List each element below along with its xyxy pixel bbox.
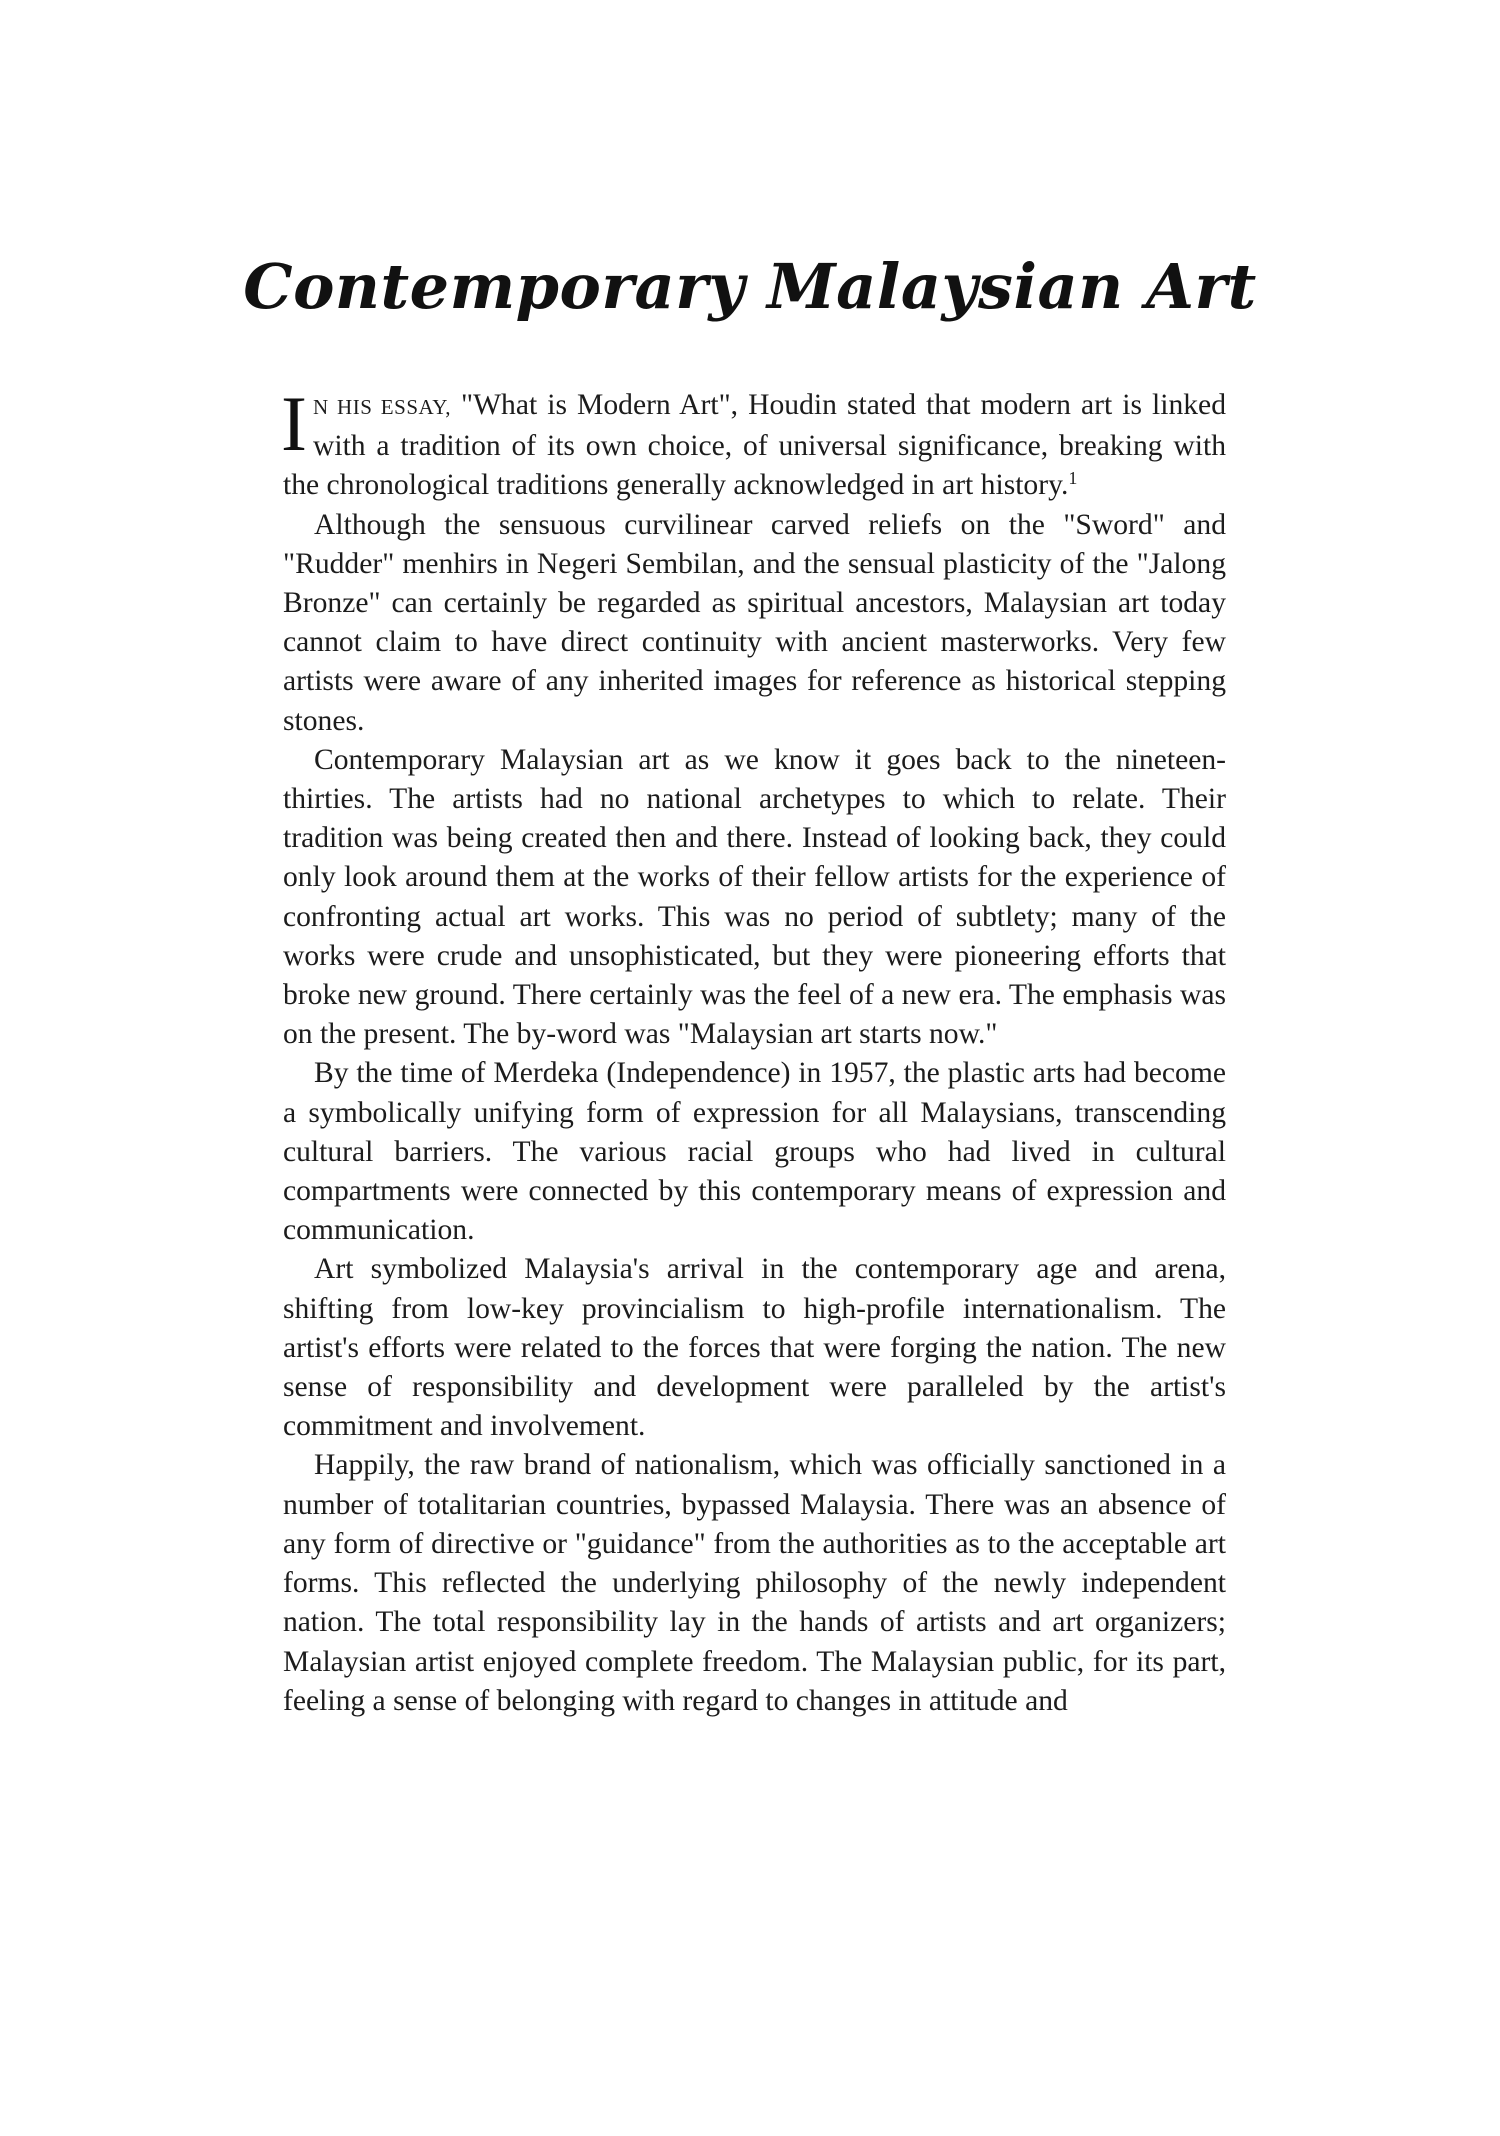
paragraph-1-text: "What is Modern Art", Houdin stated that modern art is linked with a tradition of its own choice, of universal significance, breaking with the chronological traditions generally acknowledged in art history.: [283, 389, 1226, 502]
paragraph-2: Although the sensuous curvilinear carved reliefs on the "Sword" and "Rudder" menhirs in Negeri Sembilan, and the sensual plasticity of the "Jalong Bronze" can certainly be regarded as spiritual ancestors, Malaysian art today cannot claim to have direct continuity with ancient masterworks. Very few artists were aware of any inherited images for reference as historical stepping stones.: [283, 508, 1226, 737]
paragraph-1: [281, 380, 1226, 506]
paragraph-5: Art symbolized Malaysia's arrival in the contemporary age and arena, shifting from low-key provincialism to high-profile internationalism. The artist's efforts were related to the forces that were forging the nation. The new sense of responsibility and development were paralleled by the artist's commitment and involvement.: [283, 1253, 1226, 1443]
page-title: Contemporary Malaysian Art: [243, 250, 1257, 323]
paragraph-4: By the time of Merdeka (Independence) in 1957, the plastic arts had become a symbolically unifying form of expression for all Malaysians, transcending cultural barriers. The various racial groups who had lived in cultural compartments were connected by this contemporary means of expression and communication.: [283, 1057, 1226, 1247]
essay-body: [281, 380, 1226, 1721]
footnote-marker: 1: [1068, 468, 1078, 489]
opening-small-caps: N HIS ESSAY,: [312, 395, 451, 419]
paragraph-3: Contemporary Malaysian art as we know it goes back to the nineteen-thirties. The artists had no national archetypes to which to relate. Their tradition was being created then and there. Instead of looking back, they could only look around them at the works of their fellow artists for the experience of confronting actual art works. This was no period of subtlety; many of the works were crude and unsophisticated, but they were pioneering efforts that broke new ground. There certainly was the feel of a new era. The emphasis was on the present. The by-word was "Malaysian art starts now.": [283, 743, 1226, 1051]
paragraph-6: Happily, the raw brand of nationalism, which was officially sanctioned in a number of totalitarian countries, bypassed Malaysia. There was an absence of any form of directive or "guidance" from the authorities as to the acceptable art forms. This reflected the underlying philosophy of the newly independent nation. The total responsibility lay in the hands of artists and art organizers; Malaysian artist enjoyed complete freedom. The Malaysian public, for its part, feeling a sense of belonging with regard to changes in attitude and: [283, 1449, 1226, 1717]
drop-cap: I: [281, 380, 307, 467]
